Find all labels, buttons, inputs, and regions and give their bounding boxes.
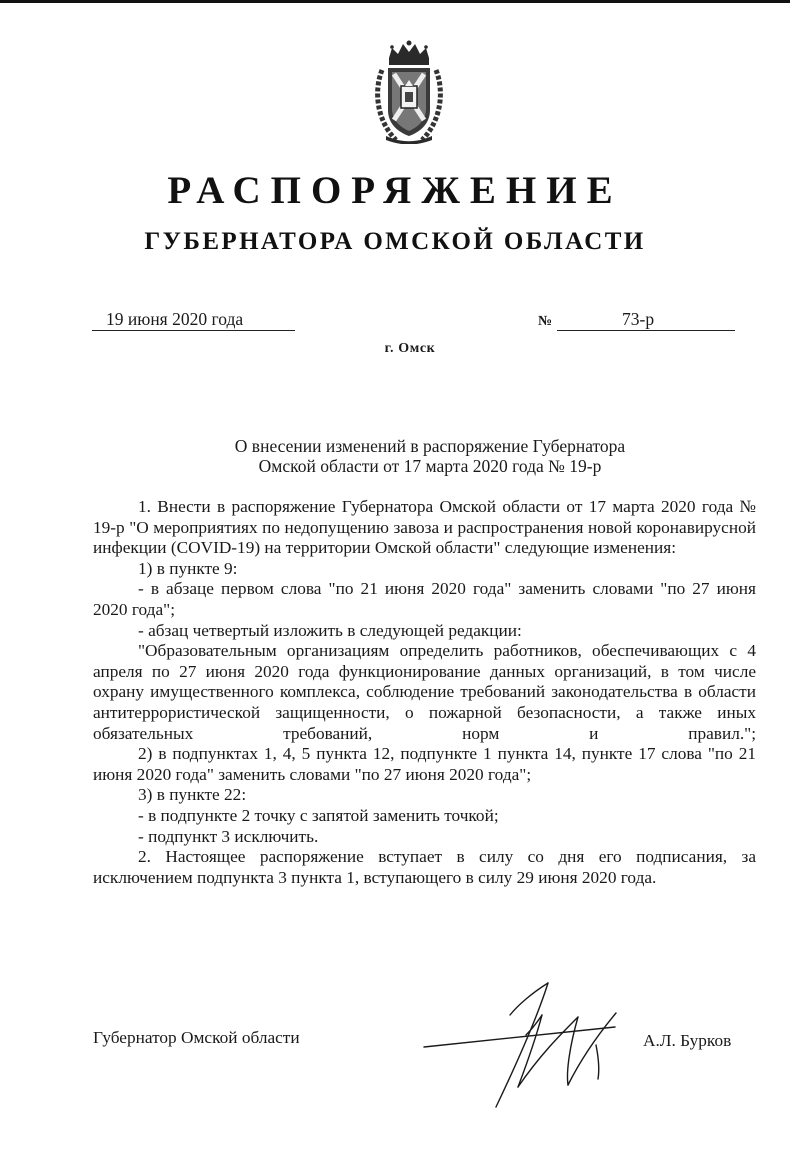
document-city: г. Омск (384, 341, 436, 356)
signatory-name: А.Л. Бурков (643, 1031, 732, 1050)
paragraph-8: - в подпункте 2 точку с запятой заменить точкой; (138, 805, 499, 825)
document-subtitle: ГУБЕРНАТОРА ОМСКОЙ ОБЛАСТИ (144, 228, 646, 255)
heading-line-1: О внесении изменений в распоряжение Губернатора (234, 436, 626, 456)
document-date: 19 июня 2020 года (106, 309, 244, 329)
signatory-position: Губернатор Омской области (93, 1028, 300, 1047)
number-sign: № (538, 314, 553, 329)
number-underline (557, 330, 735, 331)
paragraph-5: "Образовательным организациям определить работников, обеспечивающих с 4 апреля по 27 июня 2020 года функционирование данных организаций, в том числе охрану имущественного комплекса, соблюдение требований законодательства в области антитеррористической защищенности, о пожарной безопасности, а также иных обязательных требований, норм и правил."; (93, 641, 756, 743)
date-underline (92, 330, 295, 331)
paragraph-6: 2) в подпунктах 1, 4, 5 пункта 12, подпункте 1 пункта 14, пункте 17 слова "по 21 июня 2020 года" заменить словами "по 27 июня 2020 года"; (93, 744, 756, 784)
paragraph-9: - подпункт 3 исключить. (138, 826, 319, 846)
document-heading (0, 436, 790, 476)
paragraph-3: - в абзаце первом слова "по 21 июня 2020 года" заменить словами "по 27 июня 2020 года"; (93, 579, 756, 619)
paragraph-10: 2. Настоящее распоряжение вступает в силу со дня его подписания, за исключением подпункта 3 пункта 1, вступающего в силу 29 июня 2020 года. (93, 847, 756, 887)
handwritten-signature (420, 975, 630, 1115)
paragraph-4: - абзац четвертый изложить в следующей редакции: (138, 620, 522, 640)
top-border (0, 0, 790, 3)
paragraph-7: 3) в пункте 22: (138, 785, 247, 805)
document-number: 73-р (622, 309, 655, 329)
paragraph-1: 1. Внести в распоряжение Губернатора Омской области от 17 марта 2020 года № 19-р "О мероприятиях по недопущению завоза и распространения новой коронавирусной инфекции (COVID-19) на территории Омской области" следующие изменения: (93, 497, 756, 558)
coat-of-arms-emblem (372, 40, 446, 144)
paragraph-2: 1) в пункте 9: (138, 558, 238, 578)
document-title: РАСПОРЯЖЕНИЕ (167, 169, 623, 212)
document-body (93, 497, 756, 888)
heading-line-2: Омской области от 17 марта 2020 года № 19-р (258, 456, 602, 476)
